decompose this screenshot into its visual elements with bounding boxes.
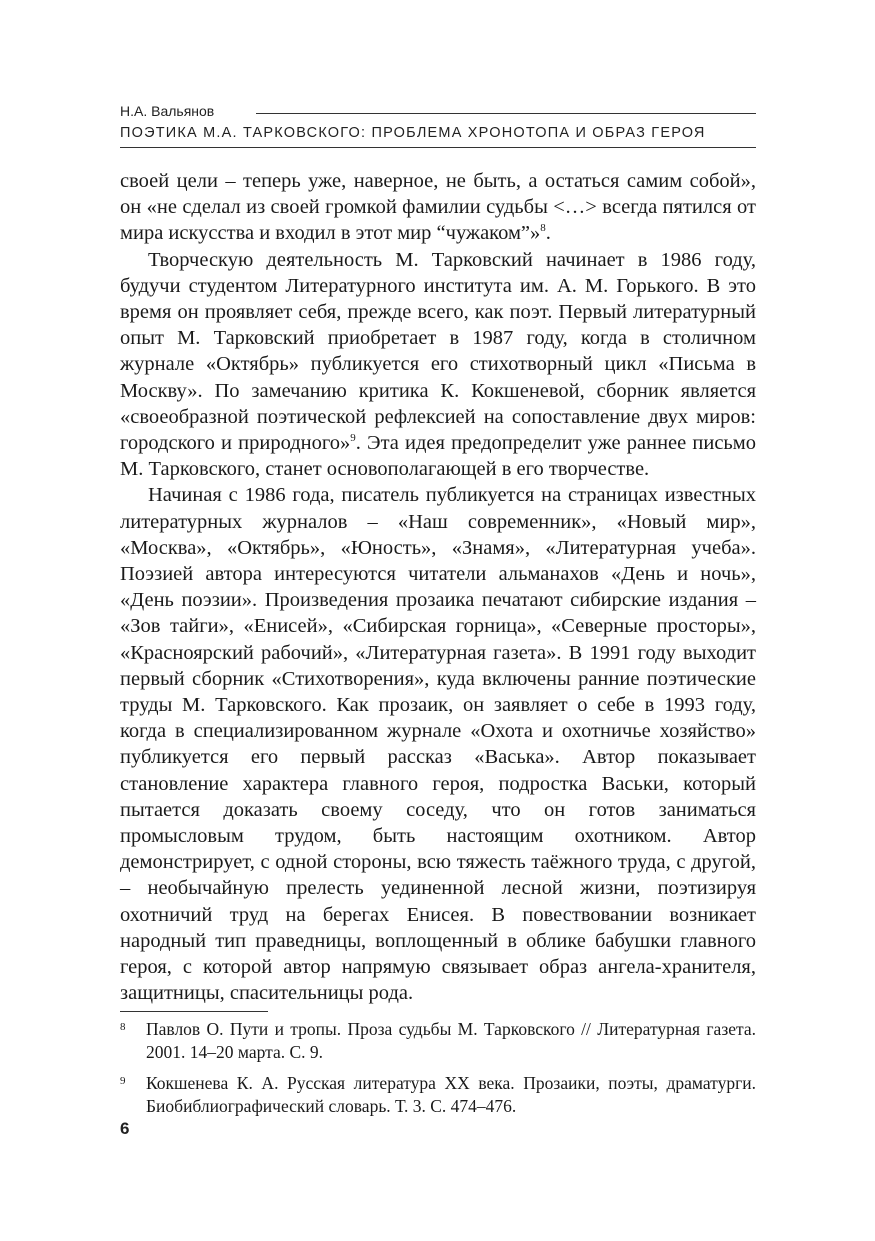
header-rule-bottom [120,147,756,148]
paragraph-1-end: . [545,222,551,245]
footnote-rule [120,1011,268,1012]
footnote-ref-9: 9 [350,432,356,445]
footnote-8 [120,1018,756,1064]
paragraph-2-text: Творческую деятельность М. Тарковский начинает в 1986 году, будучи студентом Литературного института им. А. М. Горького. В это время он проявляет себя, прежде всего, как поэт. Первый литературный опыт М. Тарковский приобретает в 1987 году, когда в столичном журнале «Октябрь» публикуется его стихотворный цикл «Письма в Москву». По замечанию критика К. Кокшеневой, сборник является «своеобразной поэтической рефлексией на сопоставление двух миров: городского и природного» [120,248,756,455]
paragraph-3: Начиная с 1986 года, писатель публикуется на страницах известных литературных журналов – «Наш современник», «Новый мир», «Москва», «Октябрь», «Юность», «Знамя», «Литературная учеба». Поэзией автора интересуются читатели альманахов «День и ночь», «День поэзии». Произведения прозаика печатают сибирские издания – «Зов тайги», «Енисей», «Сибирская горница», «Северные просторы», «Красноярский рабочий», «Литературная газета». В 1991 году выходит первый сборник «Стихотворения», куда включены ранние поэтические труды М. Тарковского. Как прозаик, он заявляет о себе в 1993 году, когда в специализированном журнале «Охота и охотничье хозяйство» публикуется его первый рассказ «Васька». Автор показывает становление характера главного героя, подростка Васьки, который пытается доказать своему соседу, что он готов заниматься промысловым трудом, быть настоящим охотником. Автор демонстрирует, с одной стороны, всю тяжесть таёжного труда, с другой, – необычайную прелесть уединенной лесной жизни, поэтизируя охотничий труд на берегах Енисея. В повествовании возникает народный тип праведницы, воплощенный в облике бабушки главного героя, с которой автор напрямую связывает образ ангела-хранителя, защитницы, спасительницы рода. [120,484,756,1005]
header-rule-top [256,113,756,114]
running-head [120,102,756,148]
footnote-number: 9 [120,1075,126,1087]
paragraph-2 [120,247,756,483]
main-text [120,168,756,1007]
page-number: 6 [120,1119,130,1138]
header-title: ПОЭТИКА М.А. ТАРКОВСКОГО: ПРОБЛЕМА ХРОНОТОПА И ОБРАЗ ГЕРОЯ [120,125,706,141]
footnote-9 [120,1072,756,1118]
header-author: Н.А. Вальянов [120,103,215,119]
footnote-text: Павлов О. Пути и тропы. Проза судьбы М. Тарковского // Литературная газета. 2001. 14–20 марта. С. 9. [146,1019,756,1062]
footnote-text: Кокшенева К. А. Русская литература XX века. Прозаики, поэты, драматурги. Биобиблиографический словарь. Т. 3. С. 474–476. [146,1073,756,1116]
paragraph-1-text: своей цели – теперь уже, наверное, не быть, а остаться самим собой», он «не сделал из своей громкой фамилии судьбы <…> всегда пятился от мира искусства и входил в этот мир “чужаком”» [120,170,756,245]
footnotes [120,1018,756,1126]
footnote-ref-8: 8 [540,222,546,235]
footnote-number: 8 [120,1021,126,1033]
paragraph-2-end: . Эта идея предопределит уже раннее письмо М. Тарковского, станет основополагающей в его творчестве. [120,432,756,481]
paragraph-1 [120,168,756,247]
